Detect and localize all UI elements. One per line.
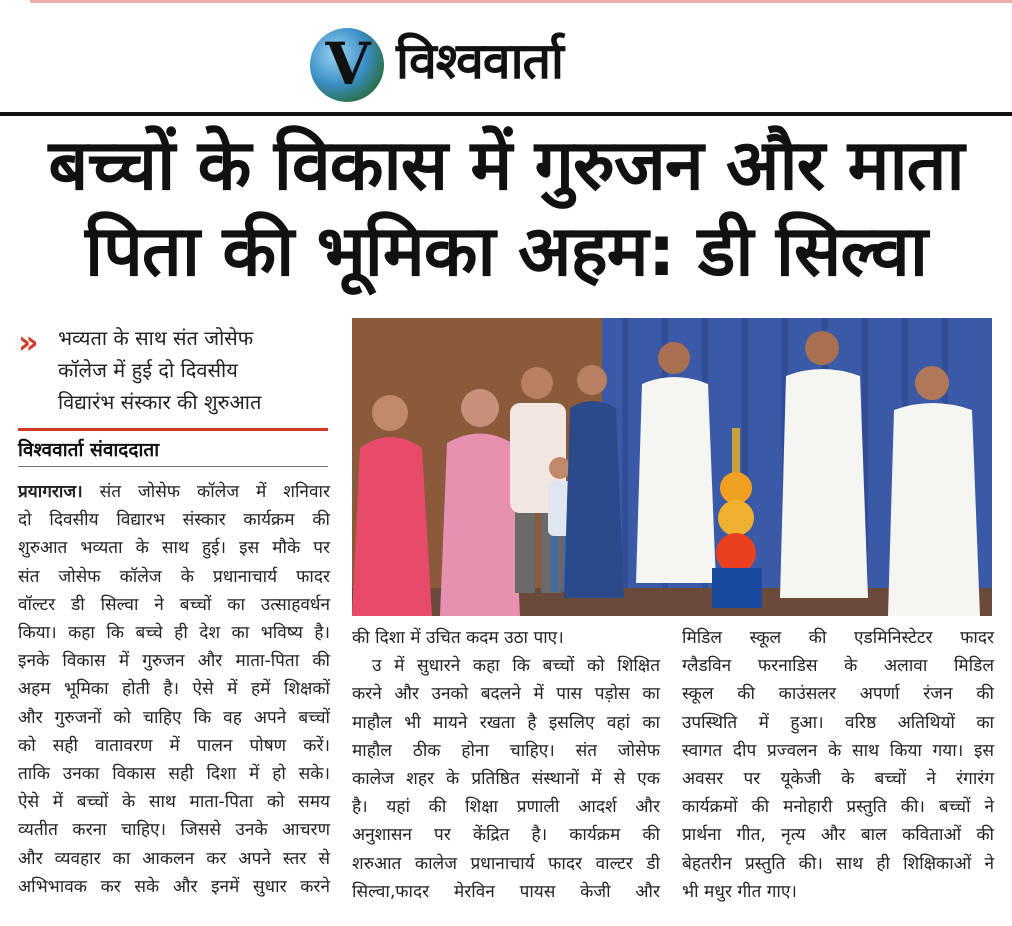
article-column-3 (682, 624, 994, 906)
column-line: ग्लैडविन फरनाडिस के अलावा मिडिल (682, 656, 994, 677)
masthead-name: विश्ववार्ता (396, 32, 563, 90)
masthead-logo[interactable] (300, 22, 620, 112)
column-line: माहौल ठीक होना चाहिए। संत जोसेफ (352, 740, 660, 761)
headline-line-1: बच्चों के विकास में गुरुजन और माता (48, 124, 964, 206)
column-line: ताकि उनका विकास सही दिशा में हो सके। (18, 764, 330, 785)
subhead-line-1: भव्यता के साथ संत जोसेफ (58, 326, 254, 350)
column-line: और व्यवहार का आकलन कर अपने स्तर से (18, 848, 330, 869)
column-line: अभिभावक कर सके और इनमें सुधार करने (18, 876, 330, 897)
column-line: की दिशा में उचित कदम उठा पाए। (352, 628, 564, 648)
headline (0, 122, 1012, 294)
article-column-1 (18, 478, 330, 901)
column-line: और गुरुजनों को चाहिए कि वह अपने बच्चों (18, 707, 330, 728)
column-line: शरुआत कालेज प्रधानाचार्य फादर वाल्टर डी (352, 853, 660, 874)
subhead-line-2: कॉलेज में हुई दो दिवसीय (58, 358, 238, 382)
column-line: संत जोसेफ कॉलेज में शनिवार (99, 482, 330, 502)
column-line: स्कूल की काउंसलर अपर्णा रंजन की (682, 684, 994, 705)
article-column-2 (352, 624, 660, 906)
byline: विश्ववार्ता संवाददाता (18, 439, 160, 461)
column-line: सिल्वा,फादर मेरविन पायस केजी और (352, 881, 660, 902)
column-line: को सही वातावरण में पालन पोषण करें। (18, 735, 330, 756)
logo-letter: V (325, 30, 371, 98)
column-line: उपस्थिति में हुआ। वरिष्ठ अतिथियों का (682, 712, 994, 733)
column-line: अहम भूमिका होती है। ऐसे में हमें शिक्षकों (18, 679, 330, 700)
photo-illustration (352, 318, 992, 616)
column-line: स्वागत दीप प्रज्वलन के साथ किया गया। इस (682, 740, 994, 761)
column-line: किया। कहा कि बच्चे ही देश का भविष्य है। (18, 623, 330, 644)
column-line: माहौल भी मायने रखता है इसलिए वहां का (352, 712, 660, 733)
column-line: कार्यक्रमों की मनोहारी प्रस्तुति की। बच्चों ने (682, 797, 994, 818)
column-line: इनके विकास में गुरुजन और माता-पिता की (18, 651, 330, 672)
column-line: उ में सुधारने कहा कि बच्चों को शिक्षित (372, 656, 660, 677)
column-line: कालेज शहर के प्रतिष्ठित संस्थानों में से एक (352, 769, 660, 790)
column-line: मिडिल स्कूल की एडमिनिस्टेटर फादर (682, 628, 994, 648)
column-line: प्रार्थना गीत, नृत्य और बाल कविताओं की (682, 825, 994, 846)
column-line: वॉल्टर डी सिल्वा ने बच्चों का उत्साहवर्धन (18, 594, 330, 615)
event-photo[interactable] (352, 318, 992, 616)
column-line: बेहतरीन प्रस्तुति की। साथ ही शिक्षिकाओं ने (682, 853, 994, 874)
column-line: ऐसे में बच्चों के साथ माता-पिता को समय (18, 792, 330, 813)
top-border-line (30, 0, 1012, 3)
double-chevron-icon: » (18, 323, 39, 361)
column-line: अवसर पर यूकेजी के बच्चों ने रंगारंग (682, 769, 994, 790)
column-line: दो दिवसीय विद्यारभ संस्कार कार्यक्रम की (18, 510, 330, 531)
subhead-line-3: विद्यारंभ संस्कार की शुरुआत (58, 390, 262, 414)
column-line: है। यहां की शिक्षा प्रणाली आदर्श और (352, 797, 660, 818)
column-line: शुरुआत भव्यता के साथ हुई। इस मौके पर (18, 538, 330, 559)
column-line: अनुशासन पर केंद्रित है। कार्यक्रम की (352, 825, 660, 846)
masthead-divider (0, 112, 1012, 116)
headline-line-2: पिता की भूमिका अहम: डी सिल्वा (85, 210, 927, 292)
column-line: व्यतीत करना चाहिए। जिससे उनके आचरण (18, 820, 330, 841)
byline-divider (18, 466, 328, 467)
dateline: प्रयागराज। (18, 482, 83, 502)
column-line: करने और उनको बदलने में पास पड़ोस का (352, 684, 660, 705)
subhead-divider (18, 428, 328, 431)
column-line: संत जोसेफ कॉलेज के प्रधानाचार्य फादर (18, 566, 330, 587)
column-line: भी मधुर गीत गाए। (682, 881, 797, 902)
